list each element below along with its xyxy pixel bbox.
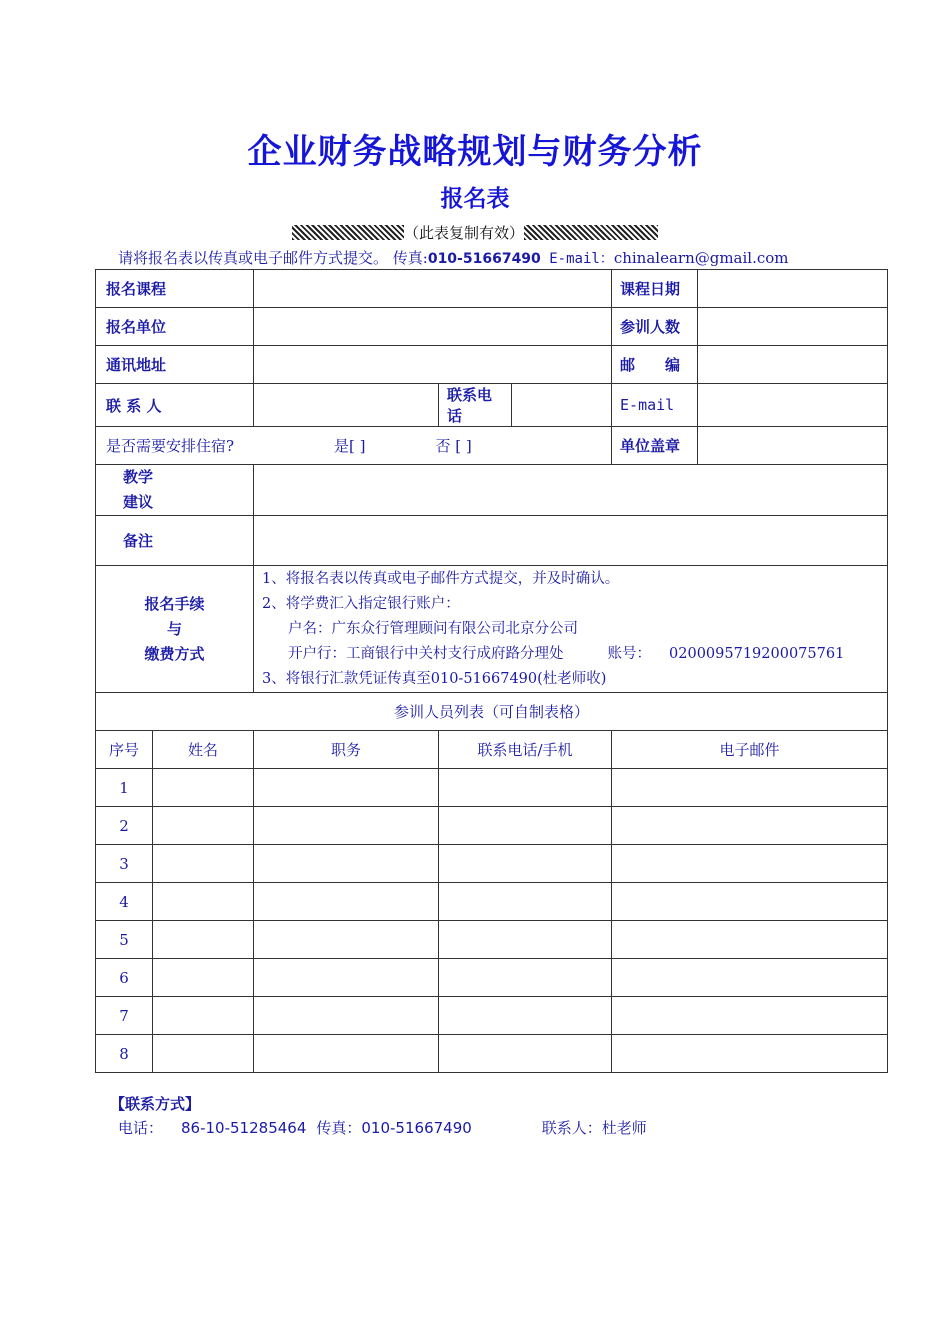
procedure-line-4: [262, 642, 879, 667]
course-date-field[interactable]: [698, 270, 888, 308]
col-header-index: 序号: [96, 731, 153, 769]
redaction-pattern-left: [292, 225, 404, 240]
phone-label: 联系电话: [439, 384, 512, 427]
copy-note: [0, 222, 950, 243]
phone-field[interactable]: [512, 384, 612, 427]
name-cell[interactable]: [153, 1035, 254, 1073]
stamp-label: 单位盖章: [612, 427, 698, 465]
position-cell[interactable]: [254, 769, 439, 807]
phone-cell[interactable]: [439, 959, 612, 997]
email-cell[interactable]: [612, 845, 888, 883]
position-cell[interactable]: [254, 997, 439, 1035]
procedure-line-1: 1、将报名表以传真或电子邮件方式提交，并及时确认。: [262, 571, 620, 587]
redaction-pattern-right: [524, 225, 658, 240]
row-index: 3: [96, 845, 153, 883]
course-label: 报名课程: [96, 270, 254, 308]
unit-label: 报名单位: [96, 308, 254, 346]
contact-phone-label: 电话：: [118, 1119, 164, 1137]
procedure-label: [96, 566, 254, 693]
col-header-name: 姓名: [153, 731, 254, 769]
stamp-field[interactable]: [698, 427, 888, 465]
course-field[interactable]: [254, 270, 612, 308]
row-index: 1: [96, 769, 153, 807]
contact-fax: 010-51667490: [361, 1119, 472, 1137]
col-header-email: 电子邮件: [612, 731, 888, 769]
phone-cell[interactable]: [439, 997, 612, 1035]
table-row: [96, 769, 888, 807]
instruction-email[interactable]: chinalearn@gmail.com: [613, 249, 789, 267]
submission-instruction: [118, 247, 789, 268]
table-row: [96, 959, 888, 997]
procedure-line-2: 2、将学费汇入指定银行账户：: [262, 596, 460, 612]
lodging-no-option[interactable]: 否 [ ]: [435, 437, 472, 455]
email-cell[interactable]: [612, 769, 888, 807]
attendees-label: 参训人数: [612, 308, 698, 346]
table-row: [96, 807, 888, 845]
email-cell[interactable]: [612, 883, 888, 921]
contact-person-label-footer: 联系人：: [541, 1119, 602, 1137]
email-cell[interactable]: [612, 921, 888, 959]
row-index: 7: [96, 997, 153, 1035]
account-label: 账号：: [607, 646, 652, 662]
suggestion-label-line2: 建议: [123, 493, 154, 511]
position-cell[interactable]: [254, 845, 439, 883]
table-row: [96, 997, 888, 1035]
row-index: 5: [96, 921, 153, 959]
position-cell[interactable]: [254, 921, 439, 959]
name-cell[interactable]: [153, 845, 254, 883]
table-row: [96, 883, 888, 921]
lodging-yes-option[interactable]: 是[ ]: [334, 437, 366, 455]
phone-cell[interactable]: [439, 883, 612, 921]
row-index: 8: [96, 1035, 153, 1073]
suggestion-label-line1: 教学: [123, 468, 154, 486]
remark-label: 备注: [96, 516, 254, 566]
instruction-text: 请将报名表以传真或电子邮件方式提交。 传真:: [118, 249, 428, 267]
registration-form: [95, 269, 888, 1073]
row-index: 4: [96, 883, 153, 921]
name-cell[interactable]: [153, 883, 254, 921]
position-cell[interactable]: [254, 1035, 439, 1073]
unit-field[interactable]: [254, 308, 612, 346]
suggestion-label: [96, 465, 254, 516]
position-cell[interactable]: [254, 807, 439, 845]
name-cell[interactable]: [153, 959, 254, 997]
address-label: 通讯地址: [96, 346, 254, 384]
contact-person-label: 联 系 人: [96, 384, 254, 427]
table-row: [96, 1035, 888, 1073]
row-index: 2: [96, 807, 153, 845]
account-number: 0200095719200075761: [669, 646, 845, 662]
bank-name: 开户行：工商银行中关村支行成府路分理处: [288, 646, 564, 662]
contact-fax-label: 传真：: [316, 1119, 362, 1137]
instruction-email-label: E-mail：: [540, 251, 614, 267]
lodging-row: [96, 427, 612, 465]
email-cell[interactable]: [612, 1035, 888, 1073]
email-cell[interactable]: [612, 997, 888, 1035]
course-date-label: 课程日期: [612, 270, 698, 308]
email-label: E-mail: [612, 384, 698, 427]
lodging-question: 是否需要安排住宿?: [106, 437, 235, 455]
postcode-field[interactable]: [698, 346, 888, 384]
instruction-fax: 010-51667490: [427, 251, 541, 267]
col-header-position: 职务: [254, 731, 439, 769]
email-cell[interactable]: [612, 959, 888, 997]
contact-phone: 86-10-51285464: [181, 1119, 307, 1137]
email-cell[interactable]: [612, 807, 888, 845]
remark-field[interactable]: [254, 516, 888, 566]
address-field[interactable]: [254, 346, 612, 384]
contact-line: [118, 1117, 647, 1138]
procedure-line-5: 3、将银行汇款凭证传真至010-51667490(杜老师收): [262, 671, 607, 687]
phone-cell[interactable]: [439, 921, 612, 959]
phone-cell[interactable]: [439, 845, 612, 883]
position-cell[interactable]: [254, 959, 439, 997]
postcode-label: 邮 编: [612, 346, 698, 384]
procedure-label-line1: 报名手续: [144, 594, 205, 613]
name-cell[interactable]: [153, 769, 254, 807]
table-row: [96, 921, 888, 959]
contact-heading: 【联系方式】: [110, 1095, 201, 1113]
procedure-label-line3: 缴费方式: [144, 644, 205, 663]
phone-cell[interactable]: [439, 807, 612, 845]
table-row: [96, 845, 888, 883]
attendees-field[interactable]: [698, 308, 888, 346]
phone-cell[interactable]: [439, 769, 612, 807]
suggestion-field[interactable]: [254, 465, 888, 516]
name-cell[interactable]: [153, 807, 254, 845]
col-header-phone: 联系电话/手机: [439, 731, 612, 769]
attendee-list-title: 参训人员列表（可自制表格）: [96, 693, 888, 731]
position-cell[interactable]: [254, 883, 439, 921]
email-field[interactable]: [698, 384, 888, 427]
page-subtitle: 报名表: [440, 186, 510, 212]
procedure-content: [254, 566, 888, 693]
contact-person-name: 杜老师: [601, 1119, 647, 1137]
page-title: 企业财务战略规划与财务分析: [247, 132, 703, 172]
name-cell[interactable]: [153, 921, 254, 959]
row-index: 6: [96, 959, 153, 997]
copy-note-text: （此表复制有效）: [403, 224, 524, 242]
phone-cell[interactable]: [439, 1035, 612, 1073]
procedure-label-line2: 与: [167, 619, 183, 638]
name-cell[interactable]: [153, 997, 254, 1035]
procedure-line-3: 户名：广东众行管理顾问有限公司北京分公司: [288, 621, 579, 637]
contact-person-field[interactable]: [254, 384, 439, 427]
